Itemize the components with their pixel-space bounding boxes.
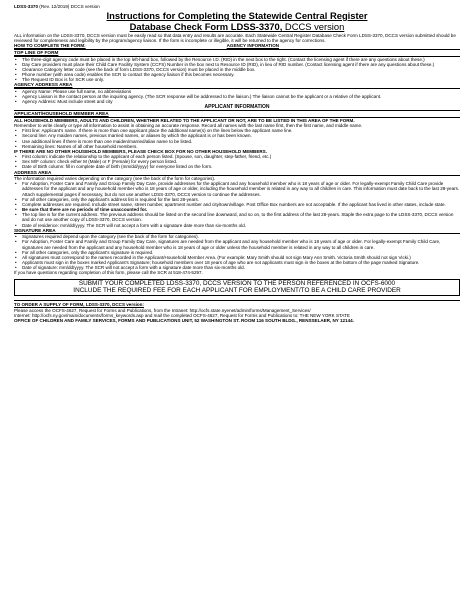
agency-address-heading: AGENCY ADDRESS AREA xyxy=(14,82,460,89)
signature-list xyxy=(14,234,460,270)
address-heading: ADDRESS AREA xyxy=(14,170,460,177)
list-item: • Be sure that there are no periods of time unaccounted for. xyxy=(14,207,460,212)
list-item: • Applicants must sign in the boxes marked Applicant's Signature; household members over 18 years of age who are not applicants must sign in the boxes at the bottom of the page marked Signature. xyxy=(14,260,460,265)
list-item: • The top line is for the current address. The previous address should be listed on the second line downward, and so on, to the first address of the last 28-years. Staple the extra page to the LDSS-3370, DCCS version and do not use another copy of LDSS-3370, DCCS version. xyxy=(14,212,460,222)
page-title xyxy=(14,10,460,21)
list-item: • Date of residence: mm/dd/yyyy. The SCR will not accept a form with a signature date more than six-months old. xyxy=(14,223,460,228)
list-item: • First line: Applicant's name. If there is more than one applicant place the additional name(s) on the lines below the applicant name line. xyxy=(14,128,460,133)
title-line-2-rest: DCCS version xyxy=(282,21,345,32)
supply-line-3: OFFICE OF CHILDREN AND FAMILY SERVICES, FORMS AND PUBLICATIONS UNIT, 52 WASHINGTON ST. ROOM 116 SOUTH BLDG., RENSSELAER, NY 12144. xyxy=(14,317,354,323)
list-item: • The Request ID Box is for SCR use only. xyxy=(14,77,460,82)
list-item: • Remaining lines: Names of all other household members. xyxy=(14,144,460,149)
household-remember: Remember to write clearly or type all information to assist in obtaining an accurate response. Record all names with the last name first, then the first name, and middle name. xyxy=(14,123,363,129)
list-item: • Agency Address: Must include street and city xyxy=(14,99,460,104)
supply-section xyxy=(14,300,460,323)
list-item: • Date of Birth column: fill in complete date of birth (mm/dd/yyyy) for everyone listed on the form. xyxy=(14,164,460,169)
form-revision: (Rev. 12/2019) DCCS version xyxy=(39,4,100,9)
title-line-1: Instructions for Completing the Statewide Central Register xyxy=(106,10,368,21)
how-to-heading: HOW TO COMPLETE THE FORM: xyxy=(14,43,86,49)
submit-line-2: INCLUDE THE REQUIRED FEE FOR EACH APPLICANT FOR EMPLOYMENT/TO BE A CHILD CARE PROVIDER xyxy=(73,287,401,295)
form-number: LDSS-3370 xyxy=(14,4,39,9)
supply-heading: TO ORDER A SUPPLY OF FORM, LDSS-3370, DCCS version: xyxy=(14,302,144,308)
top-line-heading: TOP LINE OF FORM xyxy=(14,50,460,57)
household-heading: APPLICANT/HOUSEHOLD MEMBER AREA xyxy=(14,111,460,118)
intro-paragraph: ALL information on the LDSS-3370, DCCS version must be easily read so that data entry and results are accurate. Each Statewide Central Register Database Check Form LDSS-3370, DCCS version submitted should be reviewed for completeness and legibility by the program/agency liaison. If the form is incomplete or illegible, it will be returned to the agency for corrections. xyxy=(14,33,456,44)
questions-note: If you have questions regarding completion of this form, please call the SCR at 518-474-5297. xyxy=(14,270,203,276)
household-list xyxy=(14,128,460,149)
list-item: • Use additional lines if there is more than one maiden/married/alias name to be listed. xyxy=(14,139,460,144)
address-lead: The information required varies depending on the category (see the back of the form for categories). xyxy=(14,176,216,182)
list-item: • Date of signature: mm/dd/yyyy. The SCR will not accept a form with a signature date more than six-months old. xyxy=(14,265,460,270)
no-other-members-note: IF THERE ARE NO OTHER HOUSEHOLD MEMBERS, PLEASE CHECK BOX FOR NO OTHER HOUSEHOLD MEMBERS. xyxy=(14,148,267,154)
list-item: • First column: indicate the relationship to the applicant of each person listed. (Spouse, son, daughter, step-father, friend, etc.) xyxy=(14,154,460,159)
list-item: • Complete addresses are required. Include street name, street number, apartment number and city/town/village. Post Office Box numbers are not acceptable. If the applicant has lived in other states, include state. xyxy=(14,202,460,207)
agency-address-list xyxy=(14,89,460,104)
list-item: • Second line: Any maiden names, previous married names, or aliases by which the applicant is or has been known. xyxy=(14,133,460,138)
list-item: • For all other categories, only the applicant's address list is required for the last 28-years. xyxy=(14,197,460,202)
agency-information-title: AGENCY INFORMATION xyxy=(226,43,280,49)
submit-line-1: SUBMIT YOUR COMPLETED LDSS-3370, DCCS VERSION TO THE PERSON REFERENCED IN OCFS-6000 xyxy=(78,280,396,288)
document-page xyxy=(14,0,460,323)
household-columns-list xyxy=(14,154,460,169)
supply-line-1: Please access the OCFS-4627, Request for Forms and Publications, from the Intranet: http://ocfs.state.nyenet/admin/forms/Management_Services/ xyxy=(14,307,311,313)
supply-line-2: Internet: http://ocfs.ny.gov/main/documents/forms_keywords.asp and mail the completed OCFS-4627, Request for Forms and Publications to: THE NEW YORK STATE xyxy=(14,312,350,318)
submit-box xyxy=(14,279,460,297)
list-item: • For Adoption, Foster Care and Family and Group Family Day Care, signatures are needed from the applicant and any household member who is 18 years of age or older. For legally-exempt Family Child Care, signatures are needed from the applicant and any household member who is 18 years of age or older unless the household member is related in any way to all children in care. xyxy=(14,239,460,249)
list-item: • Signatures required depend upon the category (see the back of the form for categories). xyxy=(14,234,460,239)
how-to-bar xyxy=(14,43,460,50)
household-lead: ALL HOUSEHOLD MEMBERS, ADULTS AND CHILDREN, WHETHER RELATED TO THE APPLICANT OR NOT, ARE TO BE LISTED IN THIS AREA OF THE FORM. xyxy=(14,118,355,123)
page-title-2 xyxy=(14,21,460,32)
list-item: • Day Care providers must place their Child Care Facility System (CCFS) Number in the box next to Resource ID (RID), in lieu of RID number. (Contact licensing agent if there are any questions about these.) xyxy=(14,62,460,67)
list-item: • For all other categories, only the applicant's signature is required. xyxy=(14,250,460,255)
list-item: • Agency Liaison is the contact person at the inquiring agency. (The SCR response will be addressed to the liaison.) The liaison cannot be the applicant or a relative of the applicant. xyxy=(14,94,460,99)
top-line-list xyxy=(14,57,460,83)
list-item: • Clearance Category letter code (see the back of form LDSS-3370, DCCS version) must be placed in the middle box. xyxy=(14,67,460,72)
list-item: • All signatures must correspond to the names recorded in the Applicant/Household Member Area. (For example: Mary Smith should not sign Mary Ann Smith. Victoria Smith should not sign Vicki.) xyxy=(14,255,460,260)
address-list xyxy=(14,181,460,227)
list-item: • Sex M/F column: check either M (Male) or F (Female) for every person listed. xyxy=(14,159,460,164)
list-item: • Agency Name: Please use full name, no abbreviations xyxy=(14,89,460,94)
list-item: • Phone number (with area code) enables the SCR to contact the agency liaison if this becomes necessary. xyxy=(14,72,460,77)
signature-heading: SIGNATURE AREA xyxy=(14,228,460,235)
title-line-2-bold: Database Check Form LDSS-3370, xyxy=(129,21,283,32)
applicant-information-title: APPLICANT INFORMATION xyxy=(14,104,460,111)
list-item: • For Adoption, Foster Care and Family and Group Family Day Care, provide addresses for the applicant and any household member who is 18 years of age or older. For legally-exempt Family Child Care provide addresses for the applicant and any household member who is 18 years of age or older, including the household member is related in any way to all children in care. This information must date back to the last 28-years. Attach supplemental pages if necessary, but do not use another LDSS-3370, DCCS version to continue the addresses. xyxy=(14,181,460,196)
list-item: • The three-digit agency code must be placed in the top left-hand box, followed by the Resource I.D. (RID) in the next box to the right. (Contact the licensing agent if there are any questions about these.) xyxy=(14,57,460,62)
